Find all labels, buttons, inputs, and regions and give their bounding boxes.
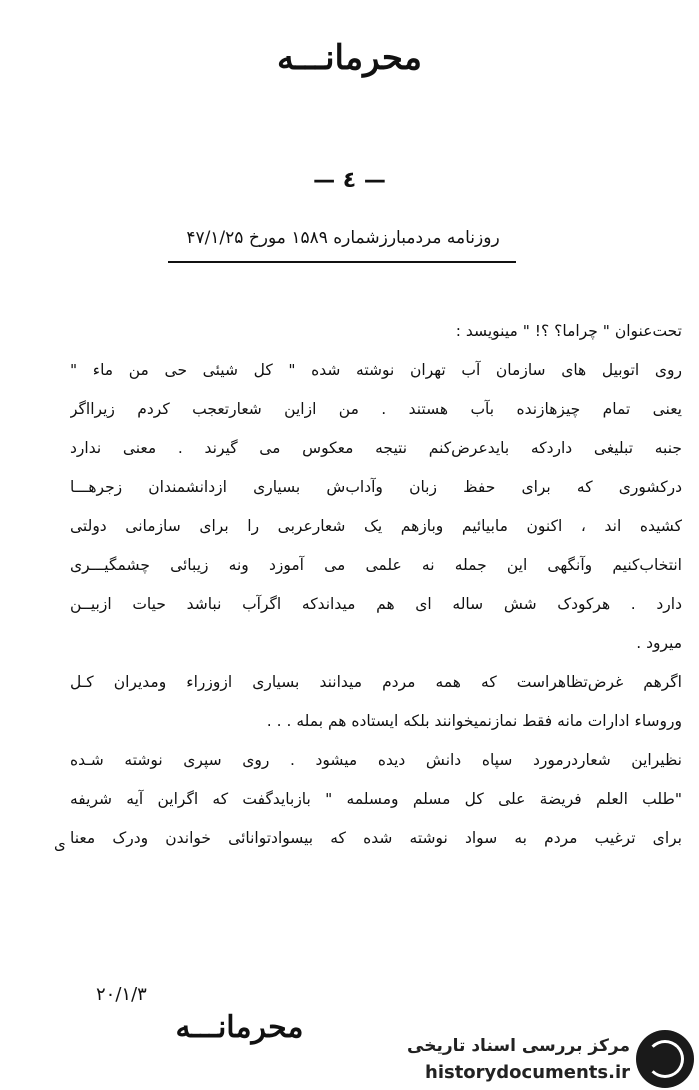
body-line: میرود . xyxy=(636,634,682,652)
body-line: درکشوری که برای حفظ زبان وآداب‌ش بسیاری ازدانشمندان زجرهـــا xyxy=(70,478,682,496)
source-citation: روزنامه مردمبارزشماره ۱۵۸۹ مورخ ۴۷/۱/۲۵ xyxy=(186,228,500,248)
document-body xyxy=(70,312,682,858)
archive-logo-icon xyxy=(636,1030,694,1088)
body-line: یعنی تمام چیزهازنده بآب هستند . من ازاین شعارتعجب کردم زیرااگر xyxy=(70,400,682,418)
body-line: وروساء ادارات مانه فقط نمازنمیخوانند بلکه ایستاده هم بمله . . . xyxy=(266,712,682,730)
watermark-url: historydocuments.ir xyxy=(425,1062,630,1083)
body-line: "طلب العلم فریضة علی کل مسلم ومسلمه " بازبایدگفت که اگراین آیه شریفه xyxy=(70,790,682,808)
source-underline xyxy=(168,261,516,263)
body-line: جنبه تبلیغی داردکه بایدعرض‌کنم نتیجه معکوس می گیرند . معنی ندارد xyxy=(70,439,682,457)
body-line: کشیده اند ، اکنون مابیائیم وبازهم یک شعارعربی را برای سازمانی دولتی xyxy=(70,517,682,535)
body-line: انتخاب‌کنیم وآنگهی این جمله نه علمی می آموزد ونه زیبائی چشمگیـــری xyxy=(70,556,682,574)
watermark xyxy=(408,1030,694,1088)
reference-code: ۲۰/۱/۳ xyxy=(96,984,147,1005)
body-line: نظیراین شعاردرمورد سپاه دانش دیده میشود . روی سپری نوشته شـده xyxy=(70,751,682,769)
watermark-title: مرکز بررسی اسناد تاریخی xyxy=(407,1036,630,1056)
body-line: دارد . هرکودک شش ساله ای هم میداندکه اگرآب نباشد حیات ازبیــن xyxy=(70,595,682,613)
archive-logo-ring xyxy=(646,1040,684,1078)
classification-header: محرمانـــه xyxy=(276,38,423,78)
body-line: روی اتوبیل های سازمان آب تهران نوشته شده " کل شیئی حی من ماء " xyxy=(70,361,682,379)
body-line: برای ترغیب مردم به سواد نوشته شده که بیسوادتوانائی خواندن ودرک معنا xyxy=(70,829,682,847)
page-number: — ٤ — xyxy=(313,168,386,193)
body-line: اگرهم غرض‌تظاهراست که همه مردم میدانند بسیاری ازوزراء ومدیران کـل xyxy=(70,673,682,691)
classification-footer: محرمانـــه xyxy=(175,1010,304,1045)
margin-annotation: ی xyxy=(54,835,66,853)
body-line: تحت‌عنوان " چراما؟ ؟! " مینویسد : xyxy=(455,322,682,340)
